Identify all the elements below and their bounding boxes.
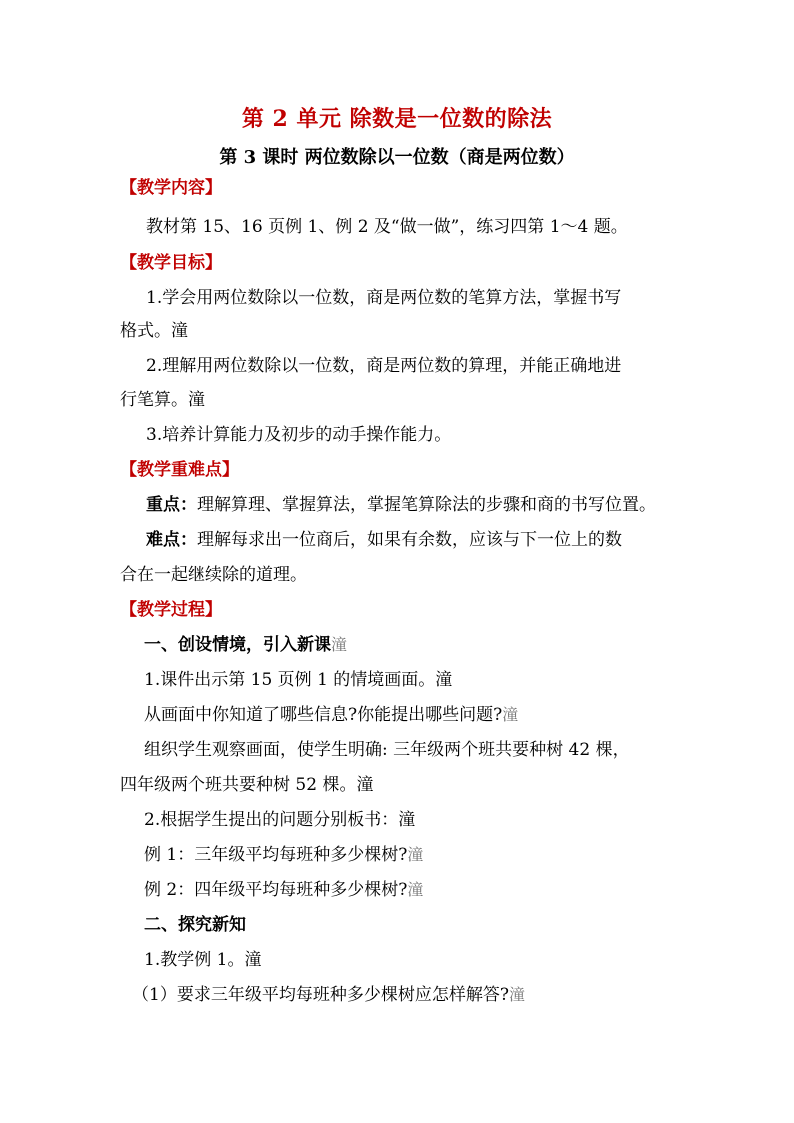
section-heading-process: 【教学过程】 — [120, 600, 222, 620]
watermark-mark: 潼 — [244, 950, 262, 970]
process-item: 四年级两个班共要种树 52 棵。潼 — [120, 775, 374, 795]
section-heading-key-points: 【教学重难点】 — [120, 460, 239, 480]
content-text: 教材第 15、16 页例 1、例 2 及“做一做”，练习四第 1～4 题。 — [146, 217, 628, 237]
process-item: 1.教学例 1。潼 — [144, 950, 262, 970]
watermark-mark: 潼 — [502, 705, 519, 724]
watermark-mark: 潼 — [331, 635, 348, 654]
process-item: 组织学生观察画面，使学生明确: 三年级两个班共要种树 42 棵， — [144, 740, 630, 760]
section-heading-content: 【教学内容】 — [120, 178, 222, 198]
watermark-mark: 潼 — [188, 390, 205, 410]
key-label: 重点： — [146, 495, 197, 515]
section-heading-goals: 【教学目标】 — [120, 253, 222, 273]
watermark-mark: 潼 — [508, 985, 525, 1004]
goal-2-line-1: 2.理解用两位数除以一位数，商是两位数的算理，并能正确地进 — [146, 356, 622, 376]
process-item: 1.课件出示第 15 页例 1 的情境画面。潼 — [144, 670, 453, 690]
watermark-mark: 潼 — [435, 670, 453, 690]
process-item: 例 1：三年级平均每班种多少棵树?潼 — [144, 845, 424, 865]
difficult-label: 难点： — [146, 530, 197, 550]
process-step-heading-1: 一、创设情境，引入新课潼 — [144, 635, 348, 655]
watermark-mark: 潼 — [398, 810, 416, 830]
difficult-point-line-1: 难点：理解每求出一位商后，如果有余数，应该与下一位上的数 — [146, 530, 622, 550]
process-item: 从画面中你知道了哪些信息?你能提出哪些问题?潼 — [144, 705, 519, 725]
process-item: 2.根据学生提出的问题分别板书：潼 — [144, 810, 416, 830]
page-title: 第 2 单元 除数是一位数的除法 — [241, 106, 553, 132]
goal-1-line-2: 格式。潼 — [120, 321, 188, 341]
difficult-point-line-2: 合在一起继续除的道理。 — [120, 565, 307, 585]
process-step-heading-2: 二、探究新知 — [144, 915, 246, 935]
watermark-mark: 潼 — [407, 880, 424, 899]
goal-1-line-1: 1.学会用两位数除以一位数，商是两位数的笔算方法，掌握书写 — [146, 288, 622, 308]
watermark-mark: 潼 — [356, 775, 374, 795]
lesson-subtitle: 第 3 课时 两位数除以一位数（商是两位数） — [219, 147, 575, 168]
key-point: 重点：理解算理、掌握算法，掌握笔算除法的步骤和商的书写位置。 — [146, 495, 656, 515]
watermark-mark: 潼 — [407, 845, 424, 864]
watermark-mark: 潼 — [171, 321, 188, 341]
process-item: 例 2：四年级平均每班种多少棵树?潼 — [144, 880, 424, 900]
goal-2-line-2: 行笔算。潼 — [120, 390, 205, 410]
goal-3: 3.培养计算能力及初步的动手操作能力。 — [146, 425, 452, 445]
process-item: （1）要求三年级平均每班种多少棵树应怎样解答?潼 — [132, 985, 525, 1005]
